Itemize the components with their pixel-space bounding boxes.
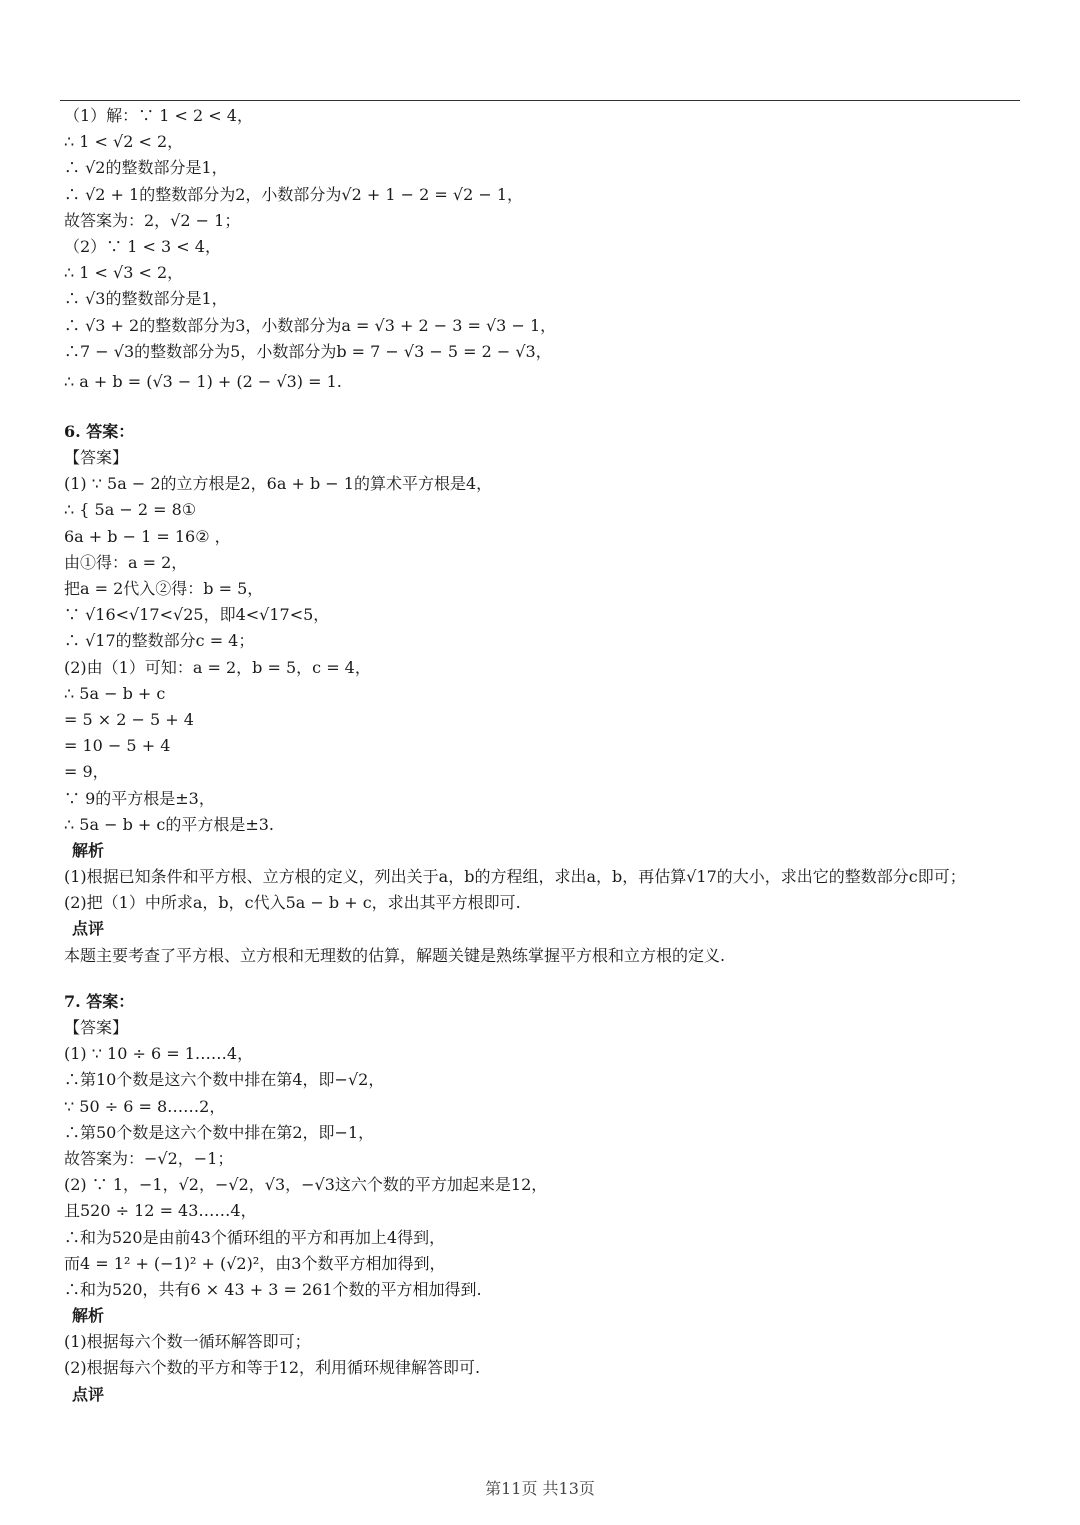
answer-tag: 【答案】 (64, 1018, 129, 1038)
text-line: 把a = 2代入②得：b = 5， (64, 579, 264, 598)
text-line: （1）解：∵ 1 < 2 < 4， (64, 106, 253, 125)
text-line: ∴第10个数是这六个数中排在第4，即−√2， (64, 1070, 385, 1090)
text-line: ∵ 50 ÷ 6 = 8……2， (64, 1096, 226, 1116)
text-line: 由①得：a = 2， (64, 552, 188, 572)
text-line: ∴ √2的整数部分是1， (64, 158, 228, 178)
comment-label: 点评 (72, 1384, 105, 1404)
text-line: 而4 = 1² + (−1)² + (√2)²，由3个数平方相加得到， (64, 1253, 446, 1273)
analysis-label: 解析 (72, 840, 105, 860)
text-line: (2)根据每六个数的平方和等于12，利用循环规律解答即可. (64, 1358, 481, 1378)
question-header: 7. 答案： (64, 991, 135, 1011)
text-line: 故答案为：2，√2 − 1； (64, 210, 241, 230)
text-line: = 10 − 5 + 4 (64, 736, 171, 756)
spacer (64, 399, 1024, 417)
spacer (64, 969, 1024, 987)
text-line: ∴ 1 < √3 < 2， (64, 263, 184, 283)
text-line: ∴ √3的整数部分是1， (64, 289, 228, 309)
text-line: (1) ∵ 10 ÷ 6 = 1……4， (64, 1044, 254, 1064)
text-line: (2) ∵ 1，−1，√2，−√2，√3，−√3这六个数的平方加起来是12， (64, 1175, 548, 1195)
analysis-label: 解析 (72, 1306, 105, 1326)
text-line: ∴ a + b = (√3 − 1) + (2 − √3) = 1. (64, 371, 342, 391)
text-line: (1)根据每六个数一循环解答即可； (64, 1332, 311, 1352)
text-line: ∴ 5a − b + c (64, 683, 166, 703)
text-line: (2)由（1）可知：a = 2，b = 5，c = 4， (64, 657, 371, 677)
text-line: 本题主要考查了平方根、立方根和无理数的估算，解题关键是熟练掌握平方根和立方根的定义. (64, 945, 726, 965)
text-line: ∴和为520是由前43个循环组的平方和再加上4得到， (64, 1227, 446, 1247)
text-line: ∴7 − √3的整数部分为5，小数部分为b = 7 − √3 − 5 = 2 − √3， (64, 341, 552, 361)
text-line: （2）∵ 1 < 3 < 4， (64, 236, 221, 256)
q7-section (64, 989, 1024, 1408)
text-line: ∴ √17的整数部分c = 4； (64, 631, 255, 651)
text-line: ∴ { 5a − 2 = 8① (64, 500, 197, 520)
q5-part-solution (64, 103, 1024, 399)
text-line: ∴和为520，共有6 × 43 + 3 = 261个数的平方相加得到. (64, 1279, 482, 1299)
comment-label: 点评 (72, 919, 105, 939)
text-line: 6a + b − 1 = 16② ， (64, 526, 231, 546)
text-line: (2)把（1）中所求a，b，c代入5a − b + c，求出其平方根即可. (64, 893, 521, 913)
text-line: ∴ √3 + 2的整数部分为3，小数部分为a = √3 + 2 − 3 = √3 − 1， (64, 315, 557, 335)
page-footer: 第11页 共13页 (485, 1479, 595, 1498)
text-line: ∴ 1 < √2 < 2， (64, 132, 184, 152)
question-header: 6. 答案： (64, 421, 135, 441)
text-line: ∵ √16<√17<√25，即4<√17<5， (64, 605, 330, 625)
text-line: (1)根据已知条件和平方根、立方根的定义，列出关于a，b的方程组，求出a，b，再估算√17的大小，求出它的整数部分c即可； (64, 867, 966, 887)
header-rule (60, 100, 1020, 101)
q6-section (64, 419, 1024, 969)
text-line: 且520 ÷ 12 = 43……4， (64, 1201, 257, 1221)
text-line: ∴ 5a − b + c的平方根是±3. (64, 814, 275, 834)
text-line: ∵ 9的平方根是±3， (64, 788, 215, 808)
text-line: = 9， (64, 762, 109, 782)
text-line: = 5 × 2 − 5 + 4 (64, 709, 194, 729)
text-line: ∴第50个数是这六个数中排在第2，即−1， (64, 1122, 375, 1142)
answer-tag: 【答案】 (64, 448, 129, 468)
text-line: 故答案为：−√2，−1； (64, 1148, 234, 1168)
text-line: (1) ∵ 5a − 2的立方根是2，6a + b − 1的算术平方根是4， (64, 474, 493, 494)
document-body (64, 103, 1024, 1408)
text-line: ∴ √2 + 1的整数部分为2，小数部分为√2 + 1 − 2 = √2 − 1， (64, 184, 524, 204)
